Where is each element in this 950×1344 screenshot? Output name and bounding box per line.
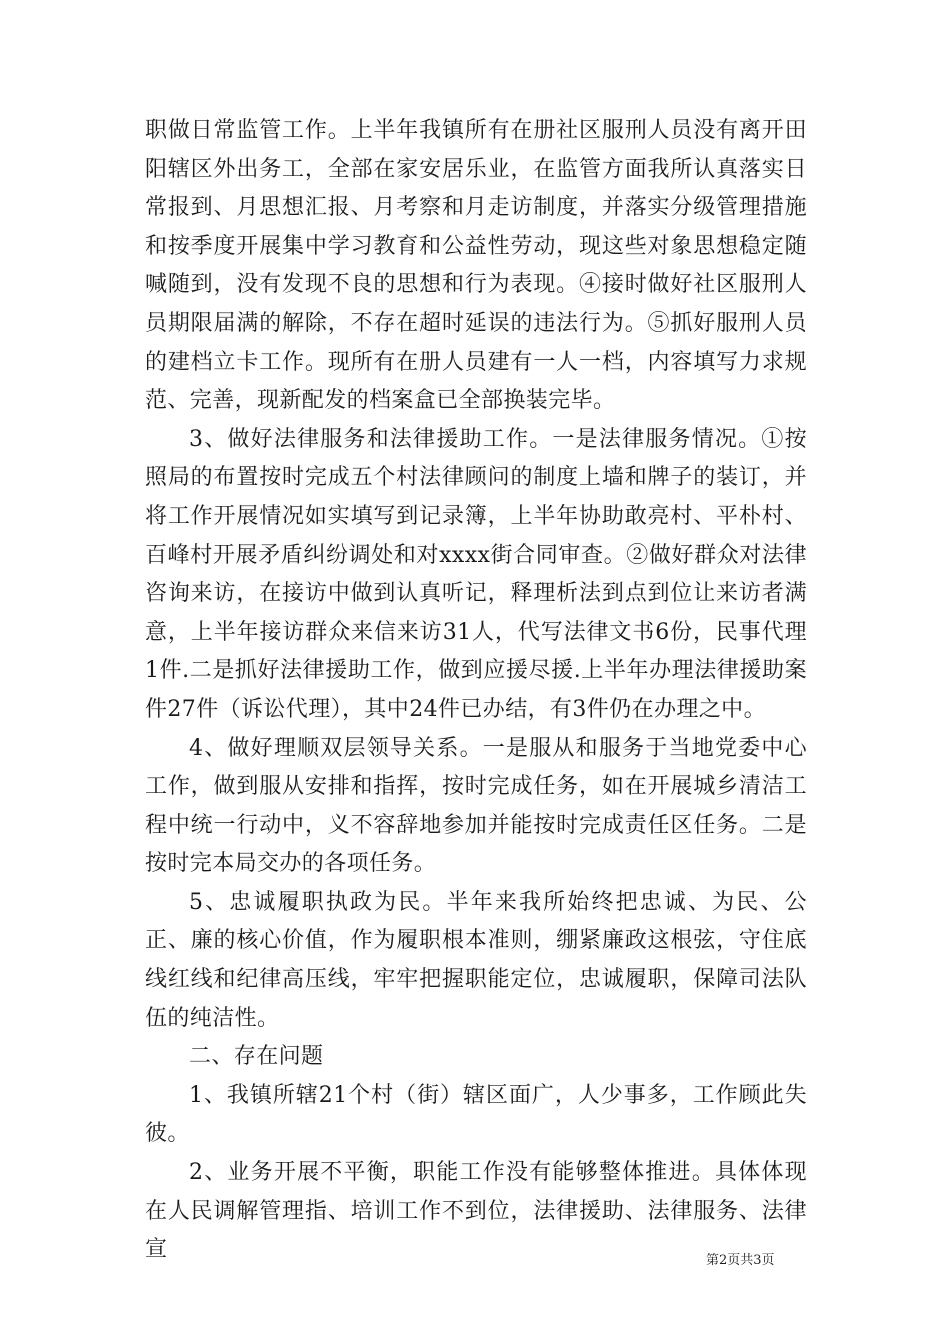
paragraph-continuation: 职做日常监管工作。上半年我镇所有在册社区服刑人员没有离开田阳辖区外出务工，全部在家安居乐业，在监管方面我所认真落实日常报到、月思想汇报、月考察和月走访制度，并落实分级管理措施和按季度开展集中学习教育和公益性劳动，现这些对象思想稳定随喊随到，没有发现不良的思想和行为表现。④接时做好社区服刑人员期限届满的解除，不存在超时延误的违法行为。⑤抓好服刑人员的建档立卡工作。现所有在册人员建有一人一档，内容填写力求规范、完善，现新配发的档案盒已全部换装完毕。 [145,118,807,414]
paragraph-integrity: 5、忠诚履职执政为民。半年来我所始终把忠诚、为民、公正、廉的核心价值，作为履职根本准则，绷紧廉政这根弦，守住底线红线和纪律高压线，牢牢把握职能定位，忠诚履职，保障司法队伍的纯洁性。 [145,889,807,1031]
document-body [145,112,807,1270]
page-number: 第2页共3页 [706,1253,775,1268]
paragraph-problem-1: 1、我镇所辖21个村（街）辖区面广，人少事多，工作顾此失彼。 [145,1082,807,1147]
paragraph-leadership-relations: 4、做好理顺双层领导关系。一是服从和服务于当地党委中心工作，做到服从安排和指挥，按时完成任务，如在开展城乡清洁工程中统一行动中，义不容辞地参加并能按时完成责任区任务。二是按时完本局交办的各项任务。 [145,735,807,877]
section-heading-problems: 二、存在问题 [189,1044,324,1070]
paragraph-legal-services: 3、做好法律服务和法律援助工作。一是法律服务情况。①按照局的布置按时完成五个村法律顾问的制度上墙和牌子的装订，并将工作开展情况如实填写到记录簿，上半年协助敢亮村、平朴村、百峰村开展矛盾纠纷调处和对xxxx街合同审查。②做好群众对法律咨询来访，在接访中做到认真听记，释理析法到点到位让来访者满意，上半年接访群众来信来访31人，代写法律文书6份，民事代理1件.二是抓好法律援助工作，做到应援尽援.上半年办理法律援助案件27件（诉讼代理），其中24件已办结，有3件仍在办理之中。 [145,426,807,722]
paragraph-problem-2: 2、业务开展不平衡，职能工作没有能够整体推进。具体体现在人民调解管理指、培训工作不到位，法律援助、法律服务、法律宣 [145,1160,807,1263]
